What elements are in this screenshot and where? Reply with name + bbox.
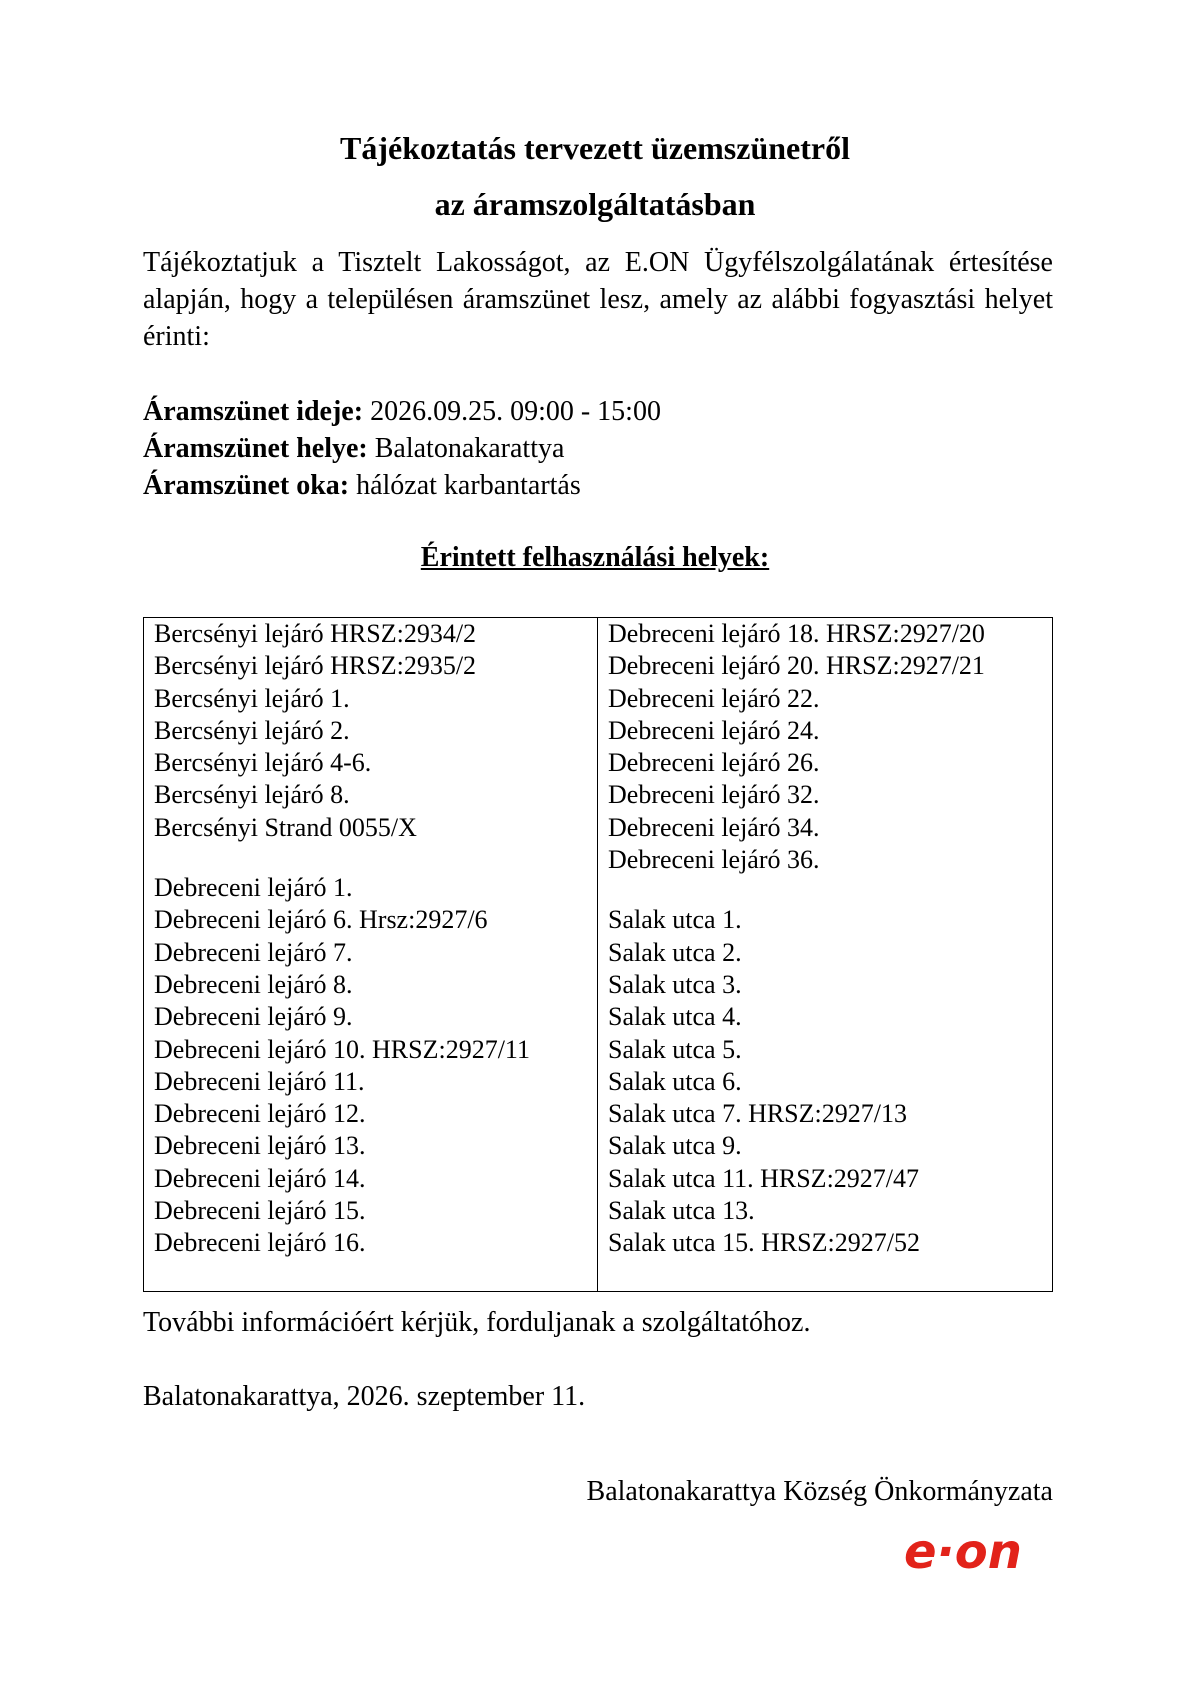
outage-reason-value: hálózat karbantartás — [356, 470, 581, 501]
eon-logo — [902, 1524, 1042, 1582]
left-group-1 — [154, 618, 587, 844]
location-item: Debreceni lejáró 26. — [608, 748, 820, 778]
outage-place-label: Áramszünet helye: — [143, 433, 368, 464]
location-item: Debreceni lejáró 6. Hrsz:2927/6 — [154, 905, 488, 935]
location-item: Salak utca 9. — [608, 1131, 742, 1161]
signature: Balatonakarattya Község Önkormányzata — [586, 1476, 1053, 1507]
location-item: Debreceni lejáró 16. — [154, 1228, 366, 1258]
outage-place-value: Balatonakarattya — [374, 433, 565, 464]
location-item: Salak utca 3. — [608, 969, 742, 999]
outage-reason — [143, 467, 661, 504]
location-item: Debreceni lejáró 15. — [154, 1196, 366, 1226]
location-item: Debreceni lejáró 1. — [154, 873, 353, 903]
location-item: Salak utca 6. — [608, 1066, 742, 1096]
location-item: Salak utca 1. — [608, 905, 742, 935]
location-item: Bercsényi lejáró 2. — [154, 715, 350, 745]
location-item: Bercsényi lejáró 1. — [154, 683, 350, 713]
place-and-date: Balatonakarattya, 2026. szeptember 11. — [143, 1381, 586, 1412]
affected-locations-table — [143, 617, 1053, 1292]
eon-logo-text: e·on — [904, 1524, 1022, 1580]
location-item: Debreceni lejáró 20. HRSZ:2927/21 — [608, 651, 985, 681]
location-item: Debreceni lejáró 8. — [154, 969, 353, 999]
right-group-2 — [608, 904, 1042, 1259]
location-item: Debreceni lejáró 34. — [608, 812, 820, 842]
location-item: Salak utca 2. — [608, 937, 742, 967]
location-item: Debreceni lejáró 7. — [154, 937, 353, 967]
group-spacer — [608, 876, 1042, 904]
document-title — [0, 120, 1190, 232]
outage-place — [143, 430, 661, 467]
location-item: Salak utca 7. HRSZ:2927/13 — [608, 1099, 907, 1129]
outage-time — [143, 393, 661, 430]
group-spacer — [154, 844, 587, 872]
more-info-text: További információért kérjük, forduljanak a szolgáltatóhoz. — [143, 1307, 811, 1338]
location-item: Bercsényi lejáró HRSZ:2934/2 — [154, 619, 477, 648]
location-item: Bercsényi lejáró 4-6. — [154, 748, 372, 778]
right-column — [598, 618, 1052, 1291]
location-item: Bercsényi lejáró HRSZ:2935/2 — [154, 651, 477, 681]
location-item: Debreceni lejáró 36. — [608, 845, 820, 875]
location-item: Debreceni lejáró 14. — [154, 1163, 366, 1193]
location-item: Debreceni lejáró 10. HRSZ:2927/11 — [154, 1034, 530, 1064]
left-group-2 — [154, 872, 587, 1260]
outage-time-label: Áramszünet ideje: — [143, 396, 364, 427]
location-item: Salak utca 5. — [608, 1034, 742, 1064]
location-item: Debreceni lejáró 9. — [154, 1002, 353, 1032]
title-line-2: az áramszolgáltatásban — [434, 186, 756, 222]
right-group-1 — [608, 618, 1042, 876]
intro-paragraph: Tájékoztatjuk a Tisztelt Lakosságot, az E.ON Ügyfélszolgálatának értesítése alapján, hogy a településen áramszünet lesz, amely az alábbi fogyasztási helyet érinti: — [143, 247, 1053, 352]
left-column — [144, 618, 598, 1291]
location-item: Bercsényi lejáró 8. — [154, 780, 350, 810]
outage-time-value: 2026.09.25. 09:00 - 15:00 — [370, 396, 661, 427]
affected-heading: Érintett felhasználási helyek: — [420, 542, 770, 573]
location-item: Salak utca 4. — [608, 1002, 742, 1032]
location-item: Debreceni lejáró 11. — [154, 1066, 365, 1096]
title-line-1: Tájékoztatás tervezett üzemszünetről — [339, 130, 850, 166]
location-item: Bercsényi Strand 0055/X — [154, 812, 417, 842]
location-item: Debreceni lejáró 22. — [608, 683, 820, 713]
location-item: Debreceni lejáró 13. — [154, 1131, 366, 1161]
location-item: Salak utca 15. HRSZ:2927/52 — [608, 1228, 920, 1258]
location-item: Debreceni lejáró 18. HRSZ:2927/20 — [608, 619, 985, 648]
location-item: Salak utca 11. HRSZ:2927/47 — [608, 1163, 920, 1193]
location-item: Debreceni lejáró 24. — [608, 715, 820, 745]
location-item: Salak utca 13. — [608, 1196, 755, 1226]
outage-reason-label: Áramszünet oka: — [143, 470, 350, 501]
outage-details — [143, 393, 661, 504]
location-item: Debreceni lejáró 12. — [154, 1099, 366, 1129]
location-item: Debreceni lejáró 32. — [608, 780, 820, 810]
